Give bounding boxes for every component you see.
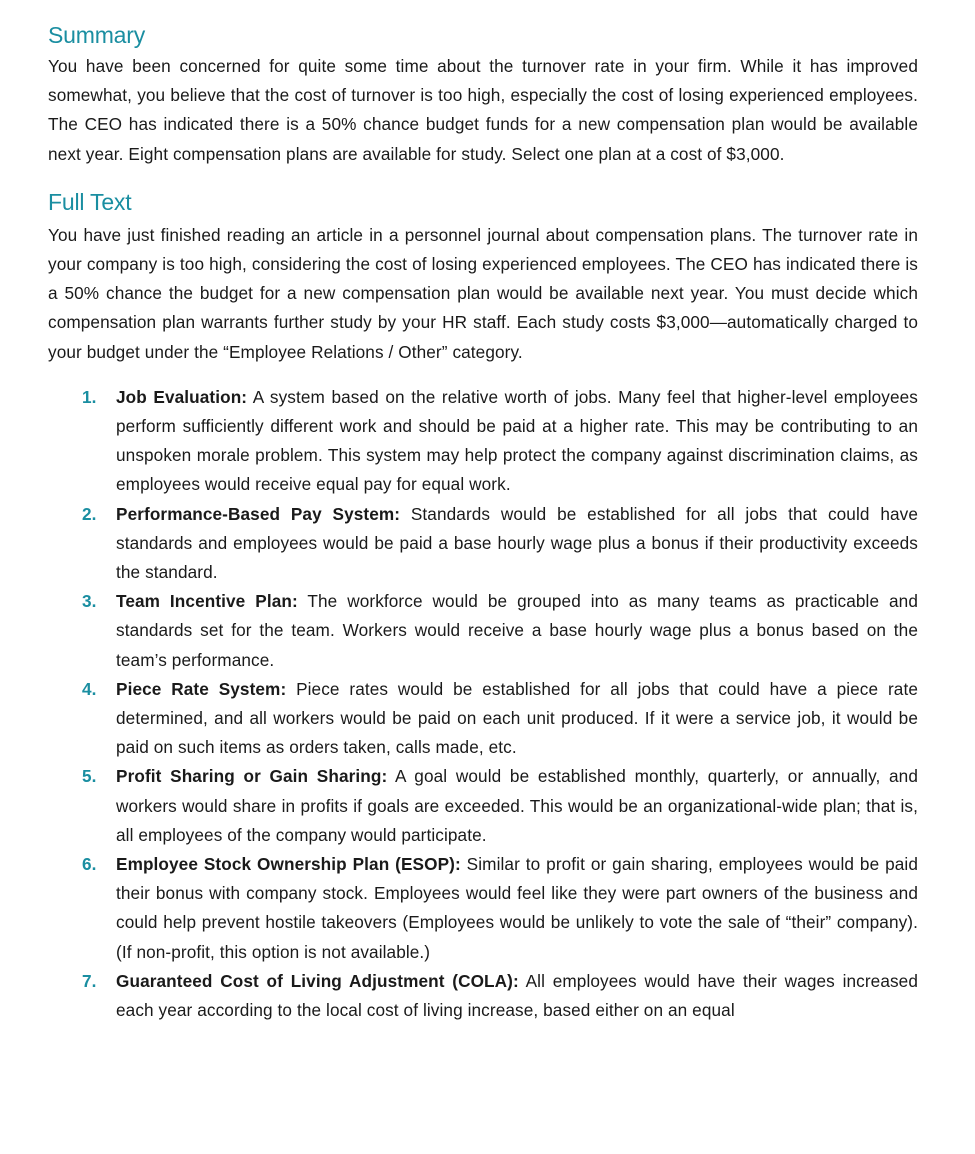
plan-term: Team Incentive Plan: bbox=[116, 591, 298, 612]
plan-number: 6. bbox=[82, 854, 97, 875]
plan-term: Performance-Based Pay System: bbox=[116, 503, 401, 524]
plan-item-esop bbox=[48, 850, 918, 967]
plan-item-cola bbox=[48, 967, 918, 1025]
plan-description: Piece rates would be established for all jobs that could have a piece rate determined, and all workers would be paid on each unit produced. If it were a service job, it would be paid on such items as orders taken, calls made, etc. bbox=[116, 678, 918, 758]
plan-term: Job Evaluation: bbox=[116, 386, 248, 407]
plan-item-profit-sharing bbox=[48, 762, 918, 850]
plan-item-performance-based-pay bbox=[48, 500, 918, 588]
plan-term: Profit Sharing or Gain Sharing: bbox=[116, 766, 388, 787]
plan-description: All employees would have their wages increased each year according to the local cost of living increase, based either on an equal bbox=[116, 970, 918, 1021]
plan-item-team-incentive bbox=[48, 587, 918, 675]
plan-number: 3. bbox=[82, 591, 97, 612]
plan-number: 2. bbox=[82, 503, 97, 524]
plan-item-piece-rate bbox=[48, 675, 918, 763]
document-page bbox=[48, 18, 918, 1025]
section-spacer bbox=[48, 169, 918, 185]
plan-description: A system based on the relative worth of jobs. Many feel that higher-level employees perform sufficiently different work and should be paid at a higher rate. This may be contributing to an unspoken morale problem. This system may help protect the company against discrimination claims, as employees would receive equal pay for equal work. bbox=[116, 386, 919, 495]
compensation-plan-list bbox=[48, 383, 918, 1025]
full-text-heading: Full Text bbox=[48, 188, 132, 215]
plan-description: Similar to profit or gain sharing, employees would be paid their bonus with company stock. Employees would feel like they were part owners of the business and could help prevent hostile takeovers (Employees would be unlikely to vote the sale of “their” company). (If non-profit, this option is not available.) bbox=[116, 854, 918, 962]
plan-term: Piece Rate System: bbox=[116, 678, 287, 699]
plan-number: 7. bbox=[82, 970, 97, 991]
plan-number: 1. bbox=[82, 386, 97, 407]
plan-number: 5. bbox=[82, 766, 97, 787]
summary-heading: Summary bbox=[48, 22, 146, 48]
plan-item-job-evaluation bbox=[48, 383, 918, 500]
plan-description: Standards would be established for all jobs that could have standards and employees would be paid a base hourly wage plus a bonus if their productivity exceeds the standard. bbox=[116, 503, 918, 583]
plan-description: The workforce would be grouped into as many teams as practicable and standards set for the team. Workers would receive a base hourly wage plus a bonus based on the team’s performance. bbox=[116, 591, 918, 670]
plan-number: 4. bbox=[82, 678, 97, 699]
plan-term: Employee Stock Ownership Plan (ESOP): bbox=[116, 854, 461, 875]
plan-description: A goal would be established monthly, quarterly, or annually, and workers would share in profits if goals are exceeded. This would be an organizational-wide plan; that is, all employees of the company would participate. bbox=[116, 766, 919, 845]
summary-paragraph: You have been concerned for quite some time about the turnover rate in your firm. While it has improved somewhat, you believe that the cost of turnover is too high, especially the cost of losing experienced employees. The CEO has indicated there is a 50% chance budget funds for a new compensation plan would be available next year. Eight compensation plans are available for study. Select one plan at a cost of $3,000. bbox=[48, 56, 918, 164]
full-text-paragraph: You have just finished reading an article in a personnel journal about compensation plans. The turnover rate in your company is too high, considering the cost of losing experienced employees. The CEO has indicated there is a 50% chance the budget for a new compensation plan would be available next year. You must decide which compensation plan warrants further study by your HR staff. Each study costs $3,000—automatically charged to your budget under the “Employee Relations / Other” category. bbox=[48, 224, 918, 362]
plan-term: Guaranteed Cost of Living Adjustment (COLA): bbox=[116, 970, 519, 991]
